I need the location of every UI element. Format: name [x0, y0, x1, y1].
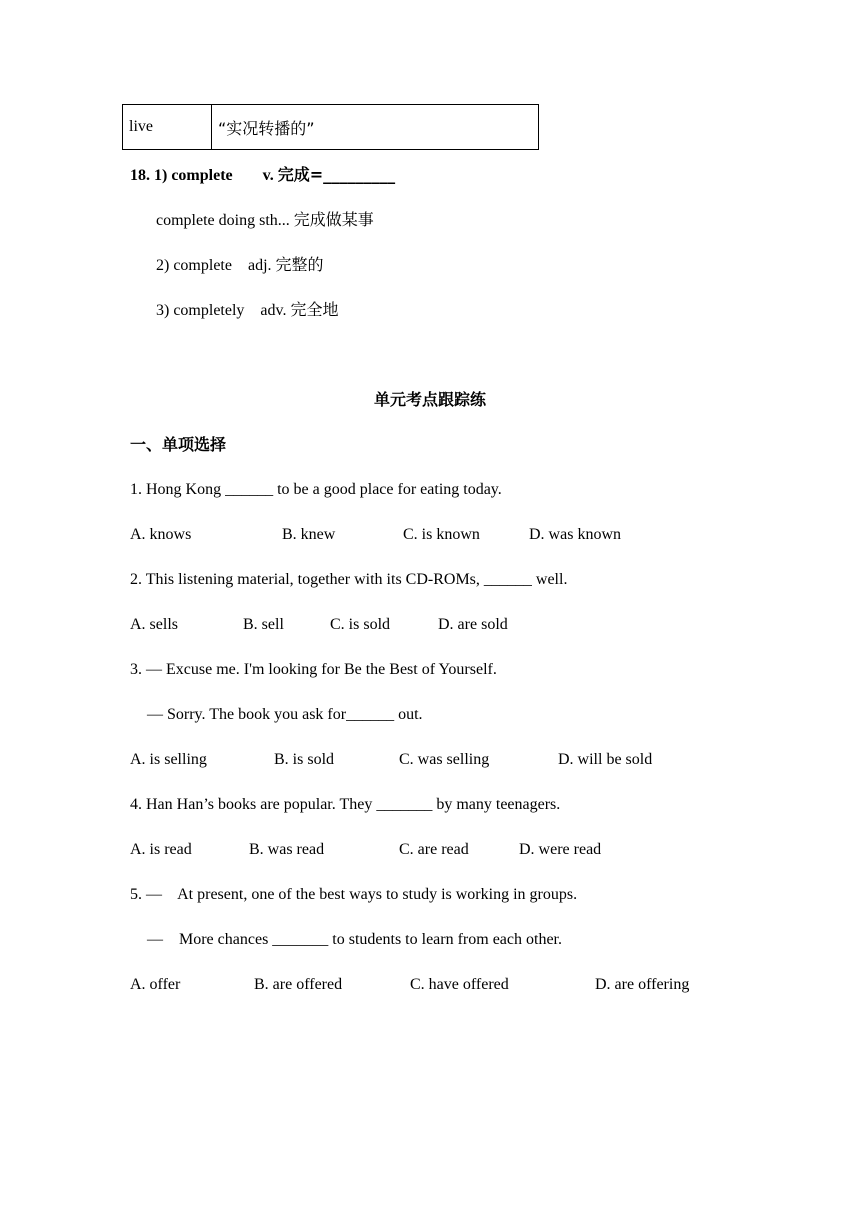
- q5-option-a: A. offer: [130, 976, 181, 993]
- question-5-stem: 5. — At present, one of the best ways to study is working in groups.: [130, 886, 578, 903]
- vocab-word-cell: live: [123, 105, 212, 150]
- vocab-table: [122, 104, 539, 150]
- note-18-adv: [156, 300, 339, 321]
- question-4-stem: 4. Han Han’s books are popular. They _______ by many teenagers.: [130, 796, 561, 813]
- question-3-reply: — Sorry. The book you ask for______ out.: [147, 706, 423, 723]
- note-18-heading: [130, 165, 395, 186]
- q2-option-d: D. are sold: [438, 616, 508, 633]
- q5-option-c: C. have offered: [410, 976, 509, 993]
- q3-option-d: D. will be sold: [558, 751, 653, 768]
- question-2-stem: 2. This listening material, together with its CD-ROMs, ______ well.: [130, 571, 568, 588]
- part-title: 一、单项选择: [130, 435, 227, 454]
- q2-option-c: C. is sold: [330, 616, 391, 633]
- q1-option-a: A. knows: [130, 526, 192, 543]
- q1-option-c: C. is known: [403, 526, 480, 543]
- usage-english: complete doing sth...: [156, 212, 290, 229]
- q1-option-b: B. knew: [282, 526, 336, 543]
- q2-option-b: B. sell: [243, 616, 284, 633]
- adv-chinese: 完全地: [290, 300, 339, 319]
- adv-english: 3) completely adv.: [156, 302, 287, 319]
- note-18-usage: [156, 210, 374, 231]
- q3-option-a: A. is selling: [130, 751, 207, 768]
- note-18-meaning: 完成=_________: [277, 165, 396, 184]
- note-18-number: 18. 1) complete: [130, 167, 233, 184]
- q1-option-d: D. was known: [529, 526, 621, 543]
- adj-english: 2) complete adj.: [156, 257, 272, 274]
- question-3-stem: 3. — Excuse me. I'm looking for Be the Best of Yourself.: [130, 661, 497, 678]
- usage-chinese: 完成做某事: [293, 210, 374, 229]
- q4-option-c: C. are read: [399, 841, 469, 858]
- adj-chinese: 完整的: [275, 255, 324, 274]
- note-18-pos: v.: [262, 167, 274, 184]
- q4-option-a: A. is read: [130, 841, 192, 858]
- question-1-stem: 1. Hong Kong ______ to be a good place for eating today.: [130, 481, 502, 498]
- q3-option-b: B. is sold: [274, 751, 335, 768]
- vocab-meaning-cell: “实况转播的”: [212, 105, 539, 150]
- question-5-reply: — More chances _______ to students to learn from each other.: [147, 931, 562, 948]
- note-18-adj: [156, 255, 324, 276]
- q4-option-d: D. were read: [519, 841, 602, 858]
- table-row: [123, 105, 539, 150]
- q3-option-c: C. was selling: [399, 751, 490, 768]
- q5-option-d: D. are offering: [595, 976, 690, 993]
- q4-option-b: B. was read: [249, 841, 325, 858]
- q5-option-b: B. are offered: [254, 976, 343, 993]
- section-title: 单元考点跟踪练: [373, 390, 486, 409]
- q2-option-a: A. sells: [130, 616, 178, 633]
